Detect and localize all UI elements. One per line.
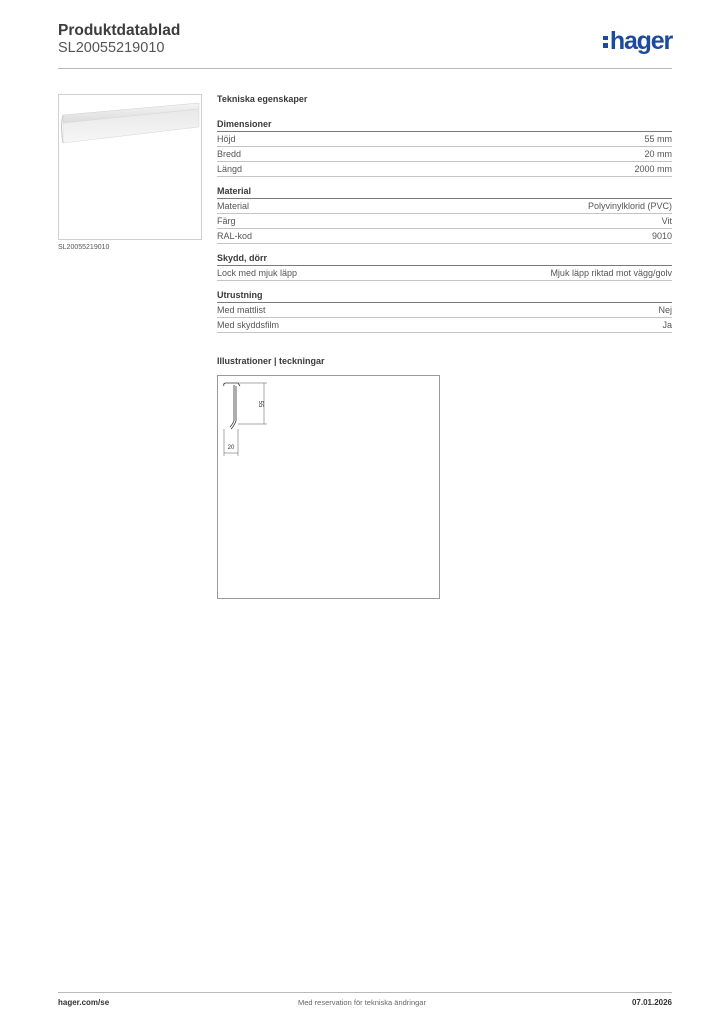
spec-row (217, 132, 672, 147)
spec-value: Mjuk läpp riktad mot vägg/golv (550, 268, 672, 278)
spec-row (217, 318, 672, 333)
spec-value: 55 mm (644, 134, 672, 144)
footer-website-link[interactable]: hager.com/se (58, 998, 110, 1007)
spec-value: Ja (662, 320, 672, 330)
document-title: Produktdatablad (58, 22, 181, 39)
spec-value: 9010 (651, 231, 672, 241)
footer-date: 07.01.2026 (631, 998, 672, 1007)
spec-table (217, 94, 672, 342)
spec-value: 20 mm (644, 149, 672, 159)
group-title: Utrustning (217, 290, 672, 303)
spec-label: Höjd (217, 134, 236, 144)
spec-label: Längd (217, 164, 243, 174)
logo-dots-icon (603, 36, 608, 48)
spec-value: Vit (661, 216, 672, 226)
footer-disclaimer: Med reservation för tekniska ändringar (298, 998, 426, 1007)
dim-width-label: 20 (227, 445, 235, 451)
spec-row (217, 303, 672, 318)
footer-divider (58, 992, 672, 993)
group-title: Skydd, dörr (217, 253, 672, 266)
spec-group-door-protection (217, 253, 672, 281)
spec-row (217, 147, 672, 162)
spec-row (217, 199, 672, 214)
spec-label: Med skyddsfilm (217, 320, 280, 330)
spec-value: Polyvinylklorid (PVC) (587, 201, 672, 211)
spec-label: Bredd (217, 149, 242, 159)
technical-drawing (217, 375, 440, 599)
header-divider (58, 68, 672, 69)
product-image (58, 94, 202, 240)
spec-row (217, 266, 672, 281)
spec-row (217, 214, 672, 229)
product-image-caption: SL20055219010 (58, 244, 110, 251)
spec-label: Med mattlist (217, 305, 266, 315)
logo-text: hager (609, 27, 672, 55)
spec-heading: Tekniska egenskaper (217, 94, 308, 104)
group-title: Material (217, 186, 672, 199)
hager-logo (603, 27, 672, 56)
spec-row (217, 162, 672, 177)
spec-row (217, 229, 672, 244)
group-title: Dimensioner (217, 119, 672, 132)
spec-value: 2000 mm (634, 164, 672, 174)
spec-label: Material (217, 201, 250, 211)
spec-group-dimensions (217, 119, 672, 177)
illustrations-heading: Illustrationer | teckningar (217, 356, 325, 366)
product-number: SL20055219010 (58, 40, 165, 56)
spec-label: Färg (217, 216, 236, 226)
spec-label: Lock med mjuk läpp (217, 268, 298, 278)
spec-value: Nej (658, 305, 672, 315)
dim-height-label: 55 (257, 400, 263, 408)
spec-group-material (217, 186, 672, 244)
spec-group-equipment (217, 290, 672, 333)
spec-label: RAL-kod (217, 231, 253, 241)
